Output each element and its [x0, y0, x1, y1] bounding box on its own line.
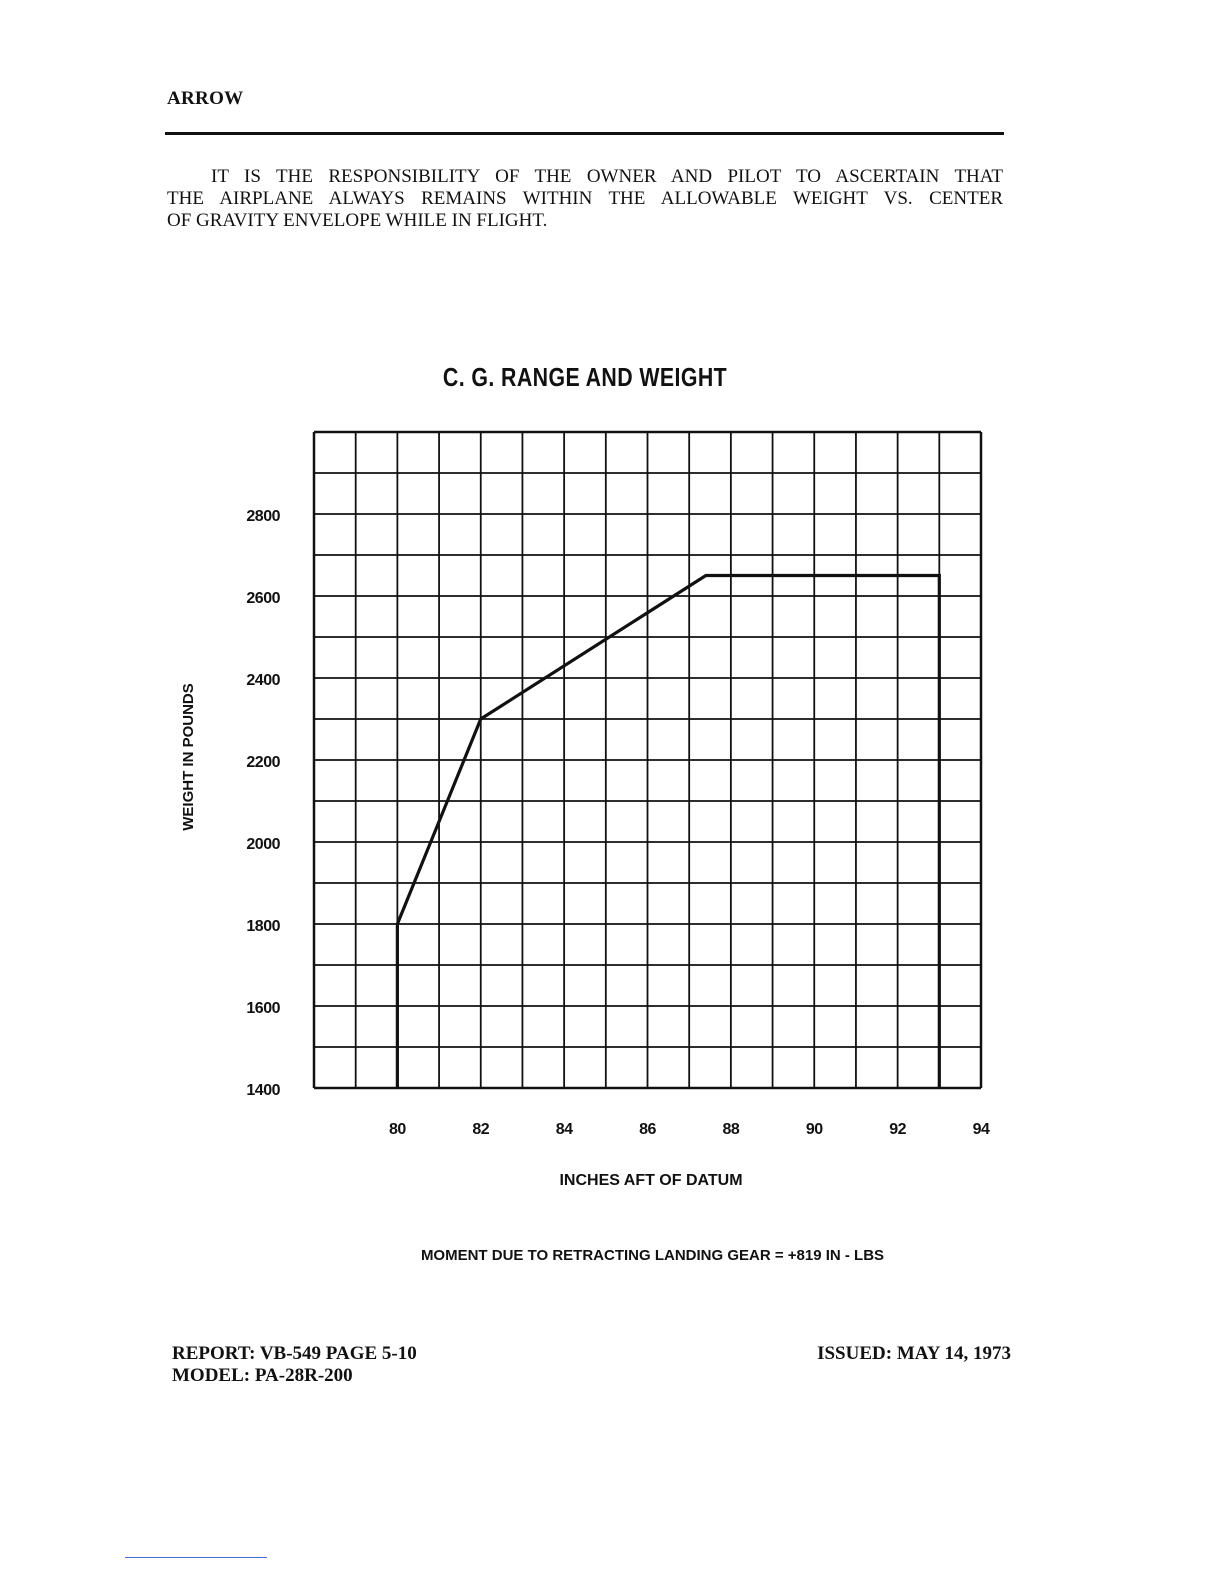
x-tick-label: 92 — [889, 1121, 907, 1138]
x-tick-label: 82 — [472, 1121, 490, 1138]
y-tick-label: 1400 — [246, 1082, 280, 1099]
chart-grid — [314, 432, 981, 1088]
notice-line-1: IT IS THE RESPONSIBILITY OF THE OWNER AND PILOT TO ASCERTAIN THAT — [211, 166, 1003, 187]
x-tick-label: 80 — [388, 1121, 406, 1138]
link-underline — [125, 1557, 267, 1558]
x-tick-label: 84 — [555, 1121, 573, 1138]
y-tick-label: 1800 — [246, 918, 280, 935]
x-tick-label: 86 — [639, 1121, 656, 1138]
footer-issued-date: ISSUED: MAY 14, 1973 — [817, 1343, 1011, 1364]
y-tick-label: 2600 — [246, 590, 280, 607]
footer-report: REPORT: VB-549 PAGE 5-10 — [172, 1343, 417, 1364]
y-tick-label: 1600 — [246, 1000, 280, 1017]
x-tick-label: 90 — [805, 1121, 823, 1138]
notice-line-2: THE AIRPLANE ALWAYS REMAINS WITHIN THE ALLOWABLE WEIGHT VS. CENTER — [167, 188, 1003, 209]
y-axis-label: WEIGHT IN POUNDS — [180, 683, 197, 831]
x-tick-label: 88 — [722, 1121, 740, 1138]
y-tick-label: 2200 — [246, 754, 280, 771]
x-axis-label: INCHES AFT OF DATUM — [559, 1172, 743, 1189]
y-tick-label: 2000 — [246, 836, 280, 853]
x-tick-label: 94 — [972, 1121, 990, 1138]
y-tick-label: 2800 — [246, 508, 280, 525]
y-tick-label: 2400 — [246, 672, 280, 689]
landing-gear-moment-note: MOMENT DUE TO RETRACTING LANDING GEAR = +819 IN - LBS — [420, 1247, 885, 1264]
chart-series — [397, 576, 939, 1089]
notice-line-3: OF GRAVITY ENVELOPE WHILE IN FLIGHT. — [167, 210, 548, 231]
footer-model: MODEL: PA-28R-200 — [172, 1365, 353, 1386]
cg-envelope-line — [397, 576, 939, 1089]
chart-title: C. G. RANGE AND WEIGHT — [442, 362, 728, 392]
page-header-label: ARROW — [167, 88, 244, 109]
